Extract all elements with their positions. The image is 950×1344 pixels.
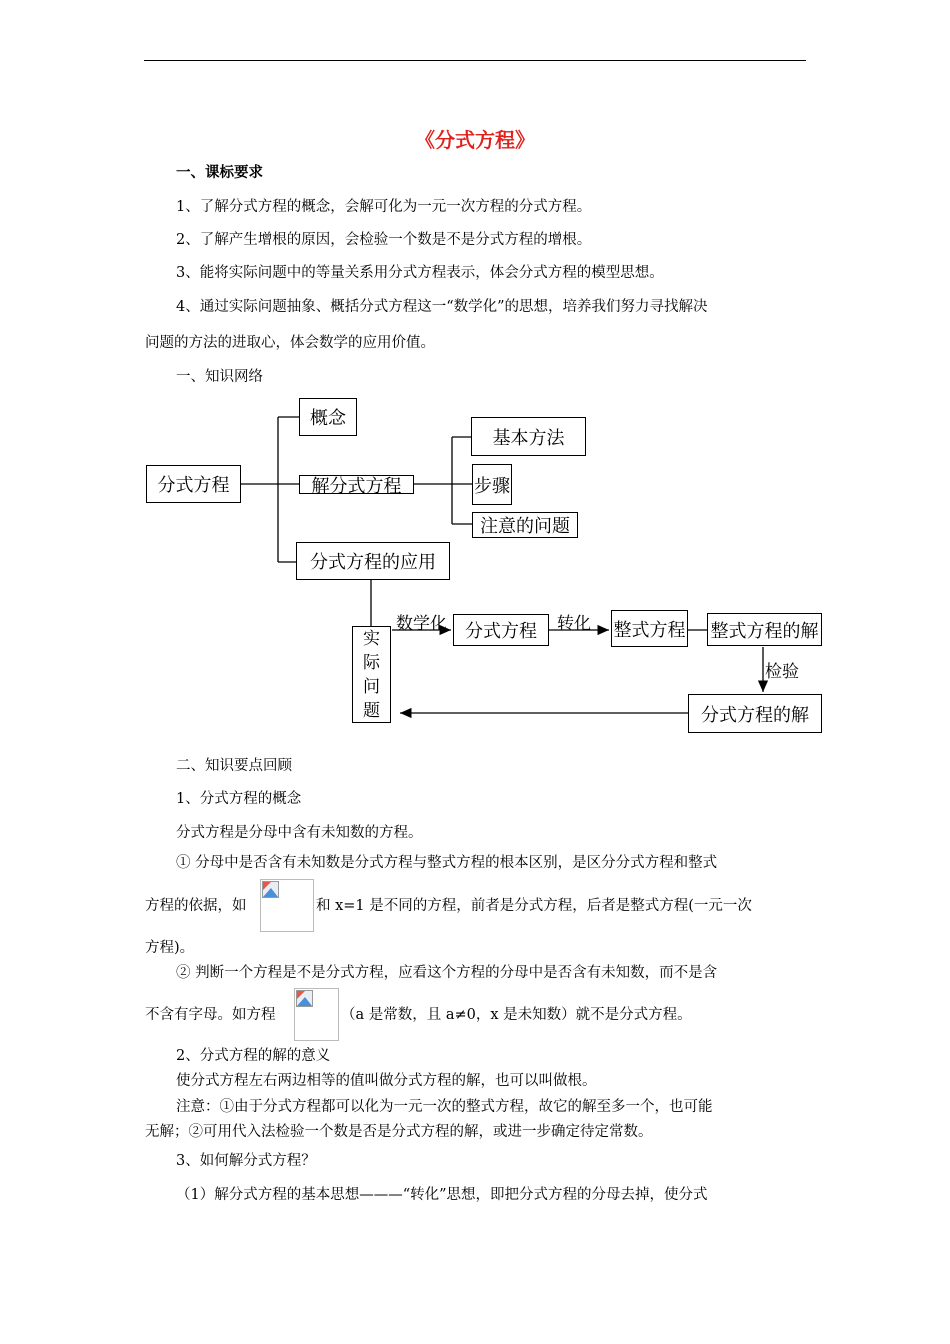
section1-item-2: 2、了解产生增根的原因，会检验一个数是不是分式方程的增根。 <box>176 232 592 248</box>
page-title: 《分式方程》 <box>415 128 535 152</box>
section2-sub2-title: 2、分式方程的解的意义 <box>176 1048 331 1064</box>
node-concept: 概念 <box>299 398 357 436</box>
section2-point1-line2a: 方程的依据，如 <box>145 898 247 914</box>
equation-image-1 <box>260 879 314 932</box>
section1-heading: 一、课标要求 <box>176 164 263 181</box>
real-problem-label <box>363 627 380 723</box>
network-heading: 一、知识网络 <box>176 369 263 385</box>
section2-point1-line2b: 和 x=1 是不同的方程，前者是分式方程，后者是整式方程(一元一次 <box>316 898 752 914</box>
section2-heading: 二、知识要点回顾 <box>176 758 292 774</box>
node-solve: 解分式方程 <box>299 475 414 494</box>
section2-point1-line1: ① 分母中是否含有未知数是分式方程与整式方程的根本区别，是区分分式方程和整式 <box>176 855 718 871</box>
broken-image-icon <box>262 881 280 899</box>
section1-item-4-cont: 问题的方法的进取心，体会数学的应用价值。 <box>145 335 435 351</box>
section2-note-line2: 无解；②可用代入法检验一个数是否是分式方程的解，或进一步确定待定常数。 <box>145 1124 653 1140</box>
node-integral-solution: 整式方程的解 <box>707 613 822 646</box>
node-fractional-equation: 分式方程 <box>453 614 549 646</box>
node-real-problem <box>352 626 391 723</box>
node-application: 分式方程的应用 <box>296 542 450 580</box>
label-check: 检验 <box>765 662 799 682</box>
section2-sub3-title: 3、如何解分式方程？ <box>176 1153 316 1169</box>
real-problem-char: 题 <box>363 700 380 721</box>
real-problem-char: 实 <box>363 628 380 649</box>
section2-sub2-text: 使分式方程左右两边相等的值叫做分式方程的解，也可以叫做根。 <box>176 1073 597 1089</box>
section2-sub1-title: 1、分式方程的概念 <box>176 791 302 807</box>
real-problem-char: 际 <box>363 652 380 673</box>
section1-item-4: 4、通过实际问题抽象、概括分式方程这一“数学化”的思想，培养我们努力寻找解决 <box>176 299 708 315</box>
node-fractional-solution: 分式方程的解 <box>688 694 822 733</box>
real-problem-char: 问 <box>363 676 380 697</box>
section1-item-3: 3、能将实际问题中的等量关系用分式方程表示，体会分式方程的模型思想。 <box>176 265 664 281</box>
section2-sub3-line1: （1）解分式方程的基本思想———“转化”思想，即把分式方程的分母去掉，使分式 <box>176 1187 708 1203</box>
label-mathematize: 数学化 <box>396 614 447 634</box>
section2-point1-line3: 方程)。 <box>145 940 195 956</box>
section2-point2-line1: ② 判断一个方程是不是分式方程，应看这个方程的分母中是否含有未知数，而不是含 <box>176 965 718 981</box>
equation-image-2 <box>294 988 339 1041</box>
label-transform: 转化 <box>557 614 591 634</box>
section2-note-line1: 注意：①由于分式方程都可以化为一元一次的整式方程，故它的解至多一个，也可能 <box>176 1099 713 1115</box>
section2-point2-line2a: 不含有字母。如方程 <box>145 1007 276 1023</box>
node-steps: 步骤 <box>472 464 512 505</box>
section1-item-1: 1、了解分式方程的概念，会解可化为一元一次方程的分式方程。 <box>176 199 592 215</box>
section2-point2-line2b: （a 是常数，且 a≠0，x 是未知数）就不是分式方程。 <box>341 1007 692 1023</box>
node-basic-method: 基本方法 <box>471 417 586 456</box>
node-integral-equation: 整式方程 <box>611 610 688 647</box>
node-notes: 注意的问题 <box>472 512 578 538</box>
broken-image-icon <box>296 990 314 1008</box>
section2-definition: 分式方程是分母中含有未知数的方程。 <box>176 825 423 841</box>
node-root: 分式方程 <box>146 465 241 503</box>
